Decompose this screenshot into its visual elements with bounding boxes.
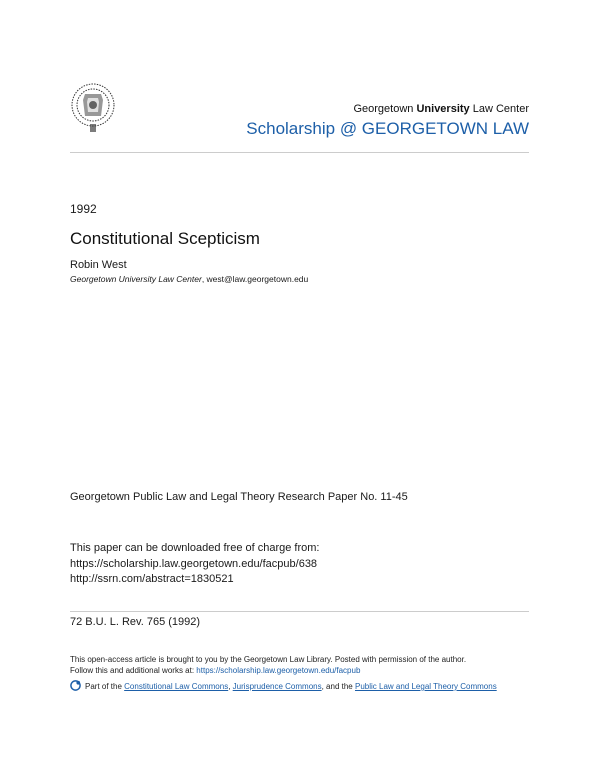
- institution-name: [353, 103, 529, 115]
- georgetown-seal-logo: [70, 80, 116, 134]
- download-info: [70, 541, 319, 588]
- jurisprudence-commons-link[interactable]: Jurisprudence Commons: [232, 682, 322, 691]
- follow-link[interactable]: https://scholarship.law.georgetown.edu/facpub: [196, 665, 361, 675]
- research-paper-series: Georgetown Public Law and Legal Theory Research Paper No. 11-45: [70, 491, 408, 503]
- institution-name-part: Georgetown: [353, 103, 414, 115]
- constitutional-law-commons-link[interactable]: Constitutional Law Commons: [124, 682, 229, 691]
- follow-text: Follow this and additional works at:: [70, 665, 195, 675]
- follow-line: [70, 666, 530, 677]
- author-affiliation: [70, 274, 308, 284]
- author-email: , west@law.georgetown.edu: [201, 274, 309, 284]
- citation: 72 B.U. L. Rev. 765 (1992): [70, 616, 201, 628]
- download-url-scholarship[interactable]: https://scholarship.law.georgetown.edu/facpub/638: [70, 557, 318, 570]
- publication-year: 1992: [70, 202, 97, 216]
- paper-title: Constitutional Scepticism: [70, 229, 260, 248]
- citation-divider: [70, 611, 529, 612]
- header-divider: [70, 152, 529, 153]
- separator-1: ,: [228, 682, 231, 691]
- author-name: Robin West: [70, 259, 127, 271]
- scholarship-brand: Scholarship @ GEORGETOWN LAW: [246, 119, 529, 138]
- public-law-legal-theory-commons-link[interactable]: Public Law and Legal Theory Commons: [354, 682, 497, 691]
- affiliation-name: Georgetown University Law Center: [70, 274, 202, 284]
- download-url-ssrn[interactable]: http://ssrn.com/abstract=1830521: [70, 573, 234, 585]
- commons-line: [70, 680, 530, 693]
- separator-2: , and the: [321, 682, 353, 691]
- open-access-notice: [70, 655, 530, 676]
- institution-name-rest: Law Center: [472, 103, 529, 115]
- commons-network-icon: [70, 680, 81, 691]
- part-of-text: Part of the: [85, 682, 122, 691]
- notice-text: This open-access article is brought to you by the Georgetown Law Library. Posted with permission of the author.: [70, 655, 467, 664]
- download-intro: This paper can be downloaded free of charge from:: [70, 542, 320, 554]
- institution-name-bold: University: [416, 103, 470, 115]
